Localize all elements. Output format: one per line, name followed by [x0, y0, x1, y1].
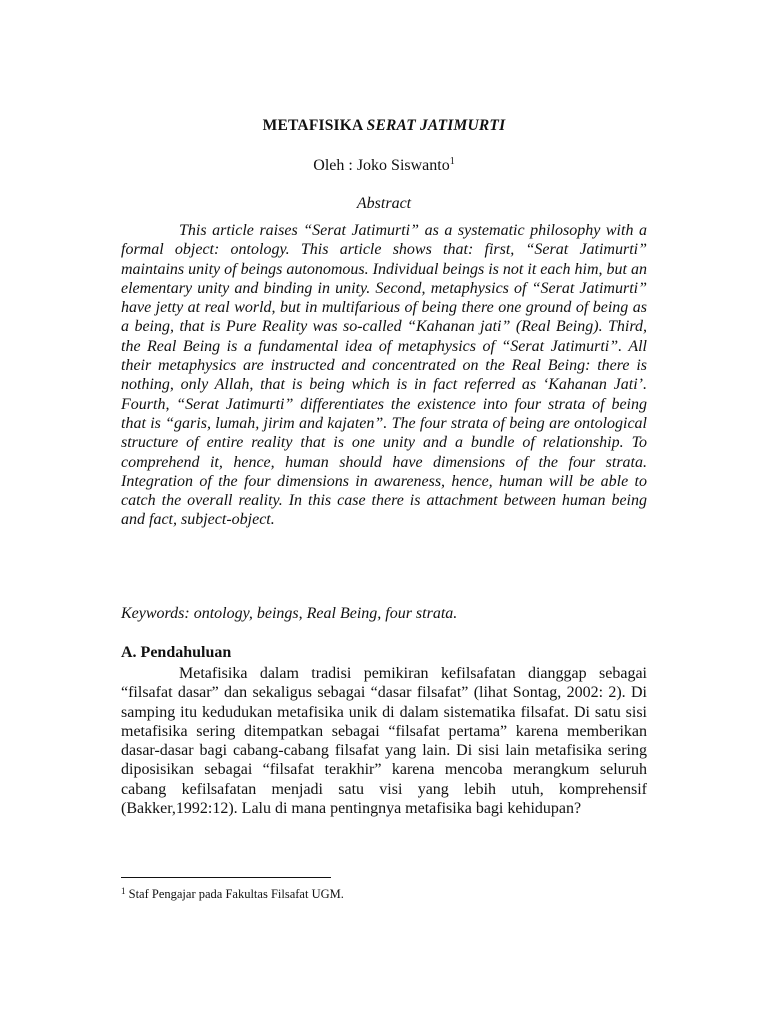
footnote-text: Staf Pengajar pada Fakultas Filsafat UGM.	[128, 887, 344, 901]
abstract-heading: Abstract	[356, 195, 412, 212]
author-footnote-mark: 1	[449, 156, 455, 167]
author-name: Oleh : Joko Siswanto	[313, 157, 450, 174]
paper-title	[0, 117, 768, 135]
keywords-line: Keywords: ontology, beings, Real Being, four strata.	[121, 605, 458, 622]
section-body: Metafisika dalam tradisi pemikiran kefilsafatan dianggap sebagai “filsafat dasar” dan sekaligus sebagai “dasar filsafat” (lihat Sontag, 2002: 2). Di samping itu kedudukan metafisika unik di dalam sistematika filsafat. Di satu sisi metafisika sering ditempatkan sebagai “filsafat pertama” karena memberikan dasar-dasar bagi cabang-cabang filsafat yang lain. Di sisi lain metafisika sering diposisikan sebagai “filsafat terakhir” karena mencoba merangkum seluruh cabang kefilsafatan menjadi satu visi yang lebih utuh, komprehensif (Bakker,1992:12). Lalu di mana pentingnya metafisika bagi kehidupan?	[121, 665, 647, 818]
abstract-body: This article raises “Serat Jatimurti” as a systematic philosophy with a formal object: ontology. This article shows that: first, “Serat Jatimurti” maintains unity of beings autonomous. Individual beings is not it each him, but an elementary unity and binding in unity. Second, metaphysics of “Serat Jatimurti” have jetty at real world, but in multifarious of being there one ground of being as a being, that is Pure Reality was so-called “Kahanan jati” (Real Being). Third, the Real Being is a fundamental idea of metaphysics of “Serat Jatimurti”. All their metaphysics are instructed and concentrated on the Real Being: there is nothing, only Allah, that is being which is in fact referred as ‘Kahanan Jati’. Fourth, “Serat Jatimurti” differentiates the existence into four strata of being that is “garis, lumah, jirim and kajaten”. The four strata of being are ontological structure of entire reality that is one unity and a bundle of relationship. To comprehend it, hence, human should have dimensions of the four strata. Integration of the four dimensions in awareness, hence, human will be able to catch the overall reality. In this case there is attachment between human being and fact, subject-object.	[121, 222, 647, 529]
title-main: METAFISIKA	[262, 117, 363, 134]
section-heading: A. Pendahuluan	[121, 644, 232, 661]
footnote	[121, 887, 344, 902]
author-line	[0, 157, 768, 175]
footnote-mark: 1	[121, 886, 126, 896]
title-italic: SERAT JATIMURTI	[366, 117, 506, 134]
footnote-divider	[121, 877, 331, 878]
